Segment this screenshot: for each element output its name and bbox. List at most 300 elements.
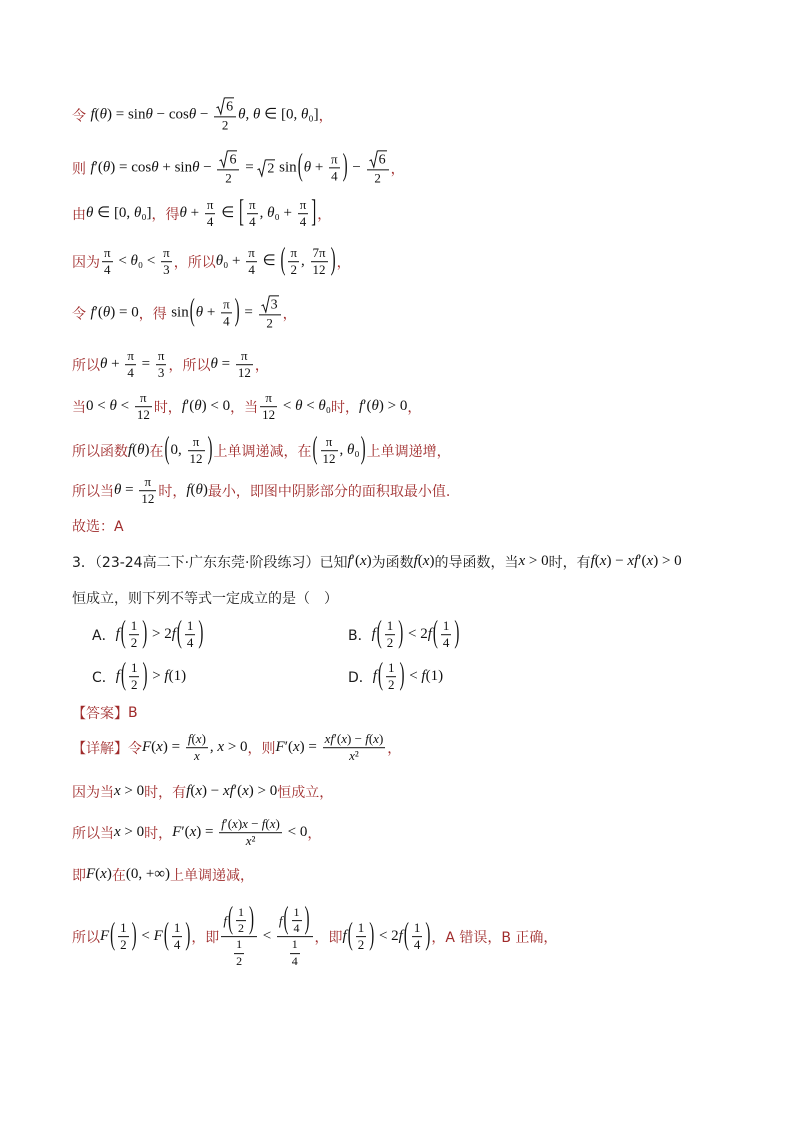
math-run	[260, 205, 296, 222]
math-symbol: )	[201, 731, 206, 747]
math-symbol: 4	[127, 365, 134, 381]
text-run: 上单调递减，	[170, 868, 254, 884]
bracket-content	[439, 619, 454, 651]
denominator	[129, 636, 140, 651]
math-symbol: sin	[171, 304, 189, 321]
math-symbol: f	[365, 731, 369, 747]
math-symbol: 7π	[312, 245, 326, 261]
fraction	[311, 246, 328, 278]
math-symbol: cos	[168, 106, 189, 123]
square-root	[257, 159, 275, 177]
math-symbol: x	[193, 748, 200, 764]
detail-line	[72, 782, 333, 802]
math-run	[131, 679, 138, 693]
denominator	[172, 938, 183, 953]
numerator	[188, 435, 205, 451]
math-symbol: ′(	[224, 816, 233, 832]
math-run	[171, 304, 189, 321]
math-symbol: > 0	[120, 824, 145, 841]
denominator	[386, 678, 397, 693]
denominator	[260, 408, 277, 423]
math-run	[90, 106, 212, 123]
math-symbol: θ	[318, 398, 326, 415]
math-symbol: )	[378, 731, 384, 747]
math-symbol: < 2	[404, 626, 428, 643]
math-run	[313, 246, 326, 260]
text-run: ，A 错误，B 正确，	[431, 930, 558, 946]
text-run: 上单调递增，	[366, 444, 451, 460]
math-symbol: θ	[109, 398, 117, 415]
math-symbol: f	[223, 912, 227, 928]
numerator	[367, 150, 389, 170]
denominator	[298, 215, 309, 230]
math-run	[171, 442, 186, 459]
radicand: 6	[229, 152, 237, 168]
right-bracket: )	[398, 617, 404, 651]
bracket-group	[376, 619, 405, 651]
left-bracket: (	[120, 617, 126, 651]
text-run: 所以当	[72, 484, 114, 500]
math-run	[158, 349, 165, 363]
fraction	[236, 349, 253, 381]
math-run	[100, 928, 109, 945]
right-bracket: )	[360, 433, 366, 467]
fraction	[161, 246, 172, 278]
fraction	[288, 246, 299, 278]
bracket-content	[127, 661, 142, 693]
math-symbol: θ	[238, 106, 246, 123]
math-symbol: −	[152, 106, 169, 123]
numerator	[214, 97, 236, 117]
bracket-content	[116, 921, 131, 953]
denominator	[156, 366, 167, 381]
denominator	[221, 313, 232, 328]
left-bracket: (	[280, 244, 286, 278]
math-symbol: ₀	[325, 398, 332, 415]
math-symbol: f	[372, 668, 377, 685]
math-symbol: F	[275, 739, 285, 756]
math-symbol: 2	[130, 635, 138, 651]
math-run	[246, 835, 256, 849]
numerator	[277, 902, 313, 937]
math-symbol: 1	[237, 905, 244, 920]
solution-line	[72, 435, 451, 467]
bracket-group	[432, 619, 461, 651]
fraction	[385, 619, 396, 651]
math-symbol: π	[331, 151, 338, 167]
numerator	[156, 349, 167, 365]
fraction	[129, 661, 140, 693]
math-run	[238, 106, 318, 123]
math-symbol: 2	[386, 635, 394, 651]
math-symbol: 1	[293, 905, 300, 920]
math-run	[140, 391, 147, 405]
math-run	[142, 739, 184, 756]
math-run	[190, 453, 203, 467]
solution-line	[72, 97, 333, 132]
math-symbol: 2	[130, 677, 138, 693]
math-run	[241, 349, 248, 363]
bracket-group	[238, 198, 317, 230]
left-bracket: (	[312, 433, 318, 467]
math-run	[216, 253, 245, 270]
math-symbol: 12	[312, 262, 326, 278]
math-run	[443, 637, 450, 651]
math-symbol: θ	[179, 205, 187, 222]
math-symbol: 2	[237, 921, 244, 936]
denominator	[288, 263, 299, 278]
math-symbol: 4	[223, 313, 230, 329]
text-run: 时，	[153, 400, 182, 416]
math-symbol: 4	[442, 635, 450, 651]
math-run	[292, 939, 298, 952]
numerator	[172, 921, 183, 937]
left-bracket: (	[347, 919, 353, 953]
math-run	[414, 921, 421, 935]
math-symbol: π	[241, 348, 248, 364]
option-label: A．	[92, 628, 116, 644]
math-symbol: ∈	[258, 253, 280, 270]
math-run	[158, 367, 165, 381]
math-symbol: π	[157, 348, 165, 364]
denominator	[247, 215, 258, 230]
math-symbol: x	[114, 783, 121, 800]
text-run: ，则	[247, 741, 276, 757]
math-symbol: 12	[262, 407, 276, 423]
math-run	[210, 739, 248, 756]
numerator	[385, 619, 396, 635]
math-symbol: sin	[174, 159, 193, 176]
math-symbol: −	[348, 159, 365, 176]
math-symbol: π	[192, 434, 200, 450]
bracket-content	[354, 921, 369, 953]
math-symbol: π	[248, 245, 255, 261]
text-run: 令	[72, 305, 91, 322]
math-symbol: x	[100, 866, 107, 883]
fraction	[292, 906, 302, 935]
denominator	[219, 834, 282, 849]
numerator	[129, 661, 140, 677]
math-symbol: <	[116, 398, 133, 415]
numerator	[125, 349, 136, 365]
text-run: 时，	[331, 400, 360, 416]
denominator	[186, 749, 208, 764]
math-run	[225, 171, 232, 185]
bracket-content	[234, 906, 248, 935]
fraction	[321, 435, 338, 467]
fraction	[246, 246, 257, 278]
fraction	[260, 391, 277, 423]
math-symbol: ₀]	[308, 106, 319, 123]
math-run	[223, 297, 230, 311]
bracket-content	[319, 435, 360, 467]
math-symbol: ′(	[185, 398, 195, 415]
fraction	[139, 475, 156, 507]
math-symbol: F	[100, 928, 110, 945]
math-run	[275, 159, 296, 176]
text-run: 故选：A	[72, 519, 124, 535]
math-symbol: 4	[186, 635, 194, 651]
math-run	[414, 553, 435, 570]
fraction	[277, 902, 313, 968]
math-run	[90, 304, 138, 321]
left-bracket: (	[227, 902, 233, 937]
fraction	[323, 732, 386, 764]
math-symbol: 4	[413, 937, 421, 953]
fraction	[135, 391, 152, 423]
math-symbol: θ	[303, 159, 312, 176]
math-run	[359, 398, 407, 415]
math-run	[207, 198, 214, 212]
math-run	[138, 356, 154, 373]
question-stem-line	[72, 588, 338, 608]
math-run	[301, 253, 309, 270]
math-symbol: 2	[225, 170, 232, 186]
math-symbol: 3	[163, 262, 170, 278]
text-run: ，	[407, 400, 422, 416]
math-symbol: 3	[157, 365, 165, 381]
math-symbol: <	[258, 928, 275, 945]
math-symbol: θ	[100, 356, 108, 373]
text-run: 因为	[72, 255, 100, 271]
fraction	[290, 939, 300, 968]
denominator	[102, 263, 113, 278]
math-run	[115, 253, 160, 270]
solution-line	[72, 295, 297, 330]
math-symbol: 4	[206, 214, 214, 230]
fraction	[234, 939, 244, 968]
math-run	[187, 619, 194, 633]
fraction	[102, 246, 113, 278]
text-run: 当	[72, 400, 86, 416]
math-symbol: 4	[299, 214, 307, 230]
text-run: 令	[128, 741, 142, 757]
math-run	[349, 750, 359, 764]
math-symbol: ′(	[181, 824, 190, 841]
denominator	[246, 263, 257, 278]
math-symbol: x	[422, 553, 430, 570]
denominator	[323, 749, 386, 764]
math-symbol: x	[242, 816, 248, 832]
text-run: 恒成立，	[277, 785, 334, 801]
text-run: ，得	[151, 207, 180, 223]
math-run	[127, 367, 134, 381]
math-run	[375, 928, 403, 945]
math-symbol: 1	[387, 660, 395, 676]
text-run: 则	[72, 160, 91, 177]
denominator	[205, 215, 216, 230]
denominator	[188, 452, 205, 467]
math-symbol: 4	[293, 921, 300, 936]
math-symbol: f	[90, 304, 95, 321]
text-run: ，即	[314, 930, 343, 946]
math-run	[221, 817, 280, 831]
math-run	[141, 493, 154, 507]
math-symbol: 1	[413, 920, 421, 936]
math-symbol: θ	[145, 106, 153, 123]
math-symbol: > 2	[148, 626, 172, 643]
math-symbol: =	[217, 356, 234, 373]
math-symbol: ) =	[110, 159, 132, 176]
numerator	[288, 246, 299, 262]
math-symbol: x	[156, 739, 163, 756]
math-symbol: f	[634, 553, 639, 570]
bracket-group	[164, 435, 214, 467]
math-symbol: θ	[253, 106, 261, 123]
math-symbol: ₀ +	[223, 253, 245, 270]
math-symbol: < 2	[375, 928, 399, 945]
math-symbol: x	[349, 748, 355, 764]
radical-sign	[369, 150, 378, 168]
right-bracket: )	[304, 902, 310, 937]
math-run	[163, 246, 170, 260]
left-bracket: (	[189, 295, 195, 329]
math-symbol: 12	[189, 451, 203, 467]
math-symbol: x	[245, 833, 252, 849]
math-run	[207, 216, 214, 230]
math-symbol: ₀	[354, 442, 360, 459]
fraction	[298, 198, 309, 230]
radical-sign	[261, 295, 270, 313]
fraction	[214, 97, 236, 132]
numerator	[219, 817, 282, 833]
math-symbol: +	[107, 356, 124, 373]
math-run	[388, 679, 395, 693]
denominator	[367, 170, 389, 185]
math-symbol: ₀ +	[274, 205, 296, 222]
solution-line	[72, 150, 405, 185]
right-bracket: )	[198, 617, 204, 651]
math-run	[100, 356, 123, 373]
math-symbol: θ	[295, 398, 303, 415]
math-symbol: ,	[301, 253, 309, 270]
math-run	[104, 264, 111, 278]
text-run: 令	[72, 107, 91, 124]
denominator	[217, 170, 239, 185]
math-symbol: ,	[339, 442, 348, 459]
fraction	[217, 150, 239, 185]
math-run	[196, 304, 219, 321]
math-symbol: θ	[300, 106, 309, 123]
math-symbol: ′(	[233, 783, 243, 800]
math-run	[591, 553, 682, 570]
math-symbol: ′(	[351, 553, 360, 570]
math-symbol: 1	[236, 937, 243, 952]
math-run	[128, 442, 150, 459]
denominator	[385, 636, 396, 651]
math-symbol: (	[368, 731, 374, 747]
math-symbol: ′(	[638, 553, 647, 570]
fraction	[247, 198, 258, 230]
math-symbol: 0 <	[86, 398, 110, 415]
math-symbol: ²	[354, 748, 359, 764]
math-symbol: π	[299, 197, 307, 213]
math-run	[187, 637, 194, 651]
denominator	[441, 636, 452, 651]
solution-line	[72, 391, 421, 423]
math-symbol: f	[590, 553, 595, 570]
math-symbol: (	[594, 553, 600, 570]
math-symbol: (	[190, 482, 196, 499]
denominator	[356, 938, 367, 953]
numerator	[386, 661, 397, 677]
math-run	[194, 750, 200, 764]
numerator	[161, 246, 172, 262]
math-symbol: F	[142, 739, 152, 756]
math-run	[265, 391, 272, 405]
math-run	[387, 619, 394, 633]
right-bracket: )	[142, 617, 148, 651]
solution-line	[72, 246, 351, 278]
numerator	[290, 939, 300, 954]
math-symbol: f	[371, 626, 376, 643]
denominator	[185, 636, 196, 651]
math-symbol: x	[627, 553, 635, 570]
math-symbol: F	[172, 824, 182, 841]
math-symbol: x	[269, 816, 276, 832]
text-run: ，得	[138, 305, 172, 322]
math-symbol: ,	[209, 739, 218, 756]
text-run: 在	[149, 444, 164, 460]
math-symbol: f	[115, 626, 120, 643]
bracket-group	[297, 152, 349, 184]
fraction	[259, 295, 281, 330]
numerator	[323, 732, 386, 748]
math-symbol: θ	[102, 159, 111, 176]
numerator	[185, 619, 196, 635]
denominator	[214, 117, 236, 132]
math-symbol: 2	[236, 953, 243, 968]
bracket-group	[109, 921, 138, 953]
denominator	[139, 492, 156, 507]
math-symbol: π	[144, 474, 152, 490]
math-symbol: θ	[99, 106, 107, 123]
bracket-content	[170, 921, 185, 953]
math-run	[241, 159, 257, 176]
text-run: ，	[282, 305, 297, 322]
math-symbol: ′(	[284, 739, 293, 756]
fraction	[125, 349, 136, 381]
bracket-content	[183, 619, 198, 651]
denominator	[161, 263, 172, 278]
math-symbol: f	[90, 106, 95, 123]
fraction	[185, 619, 196, 651]
bracket-group	[176, 619, 205, 651]
denominator	[321, 452, 338, 467]
option-label: C．	[92, 670, 116, 686]
math-run	[86, 398, 133, 415]
text-run: 时，有	[144, 785, 187, 801]
math-symbol: f	[421, 668, 426, 685]
math-symbol: π	[249, 197, 256, 213]
math-run	[127, 349, 134, 363]
math-run	[186, 783, 277, 800]
right-bracket: )	[131, 919, 137, 953]
math-symbol: f	[427, 626, 432, 643]
math-symbol: x	[242, 783, 249, 800]
bracket-content	[245, 198, 310, 230]
math-symbol: <	[137, 928, 154, 945]
bracket-content	[290, 906, 304, 935]
math-run	[248, 264, 255, 278]
left-bracket: (	[432, 617, 438, 651]
detail-line	[72, 817, 321, 849]
math-symbol: 4	[173, 937, 181, 953]
numerator	[412, 921, 423, 937]
math-run	[290, 246, 297, 260]
bracket-group	[279, 246, 336, 278]
right-bracket: ]	[311, 196, 317, 230]
